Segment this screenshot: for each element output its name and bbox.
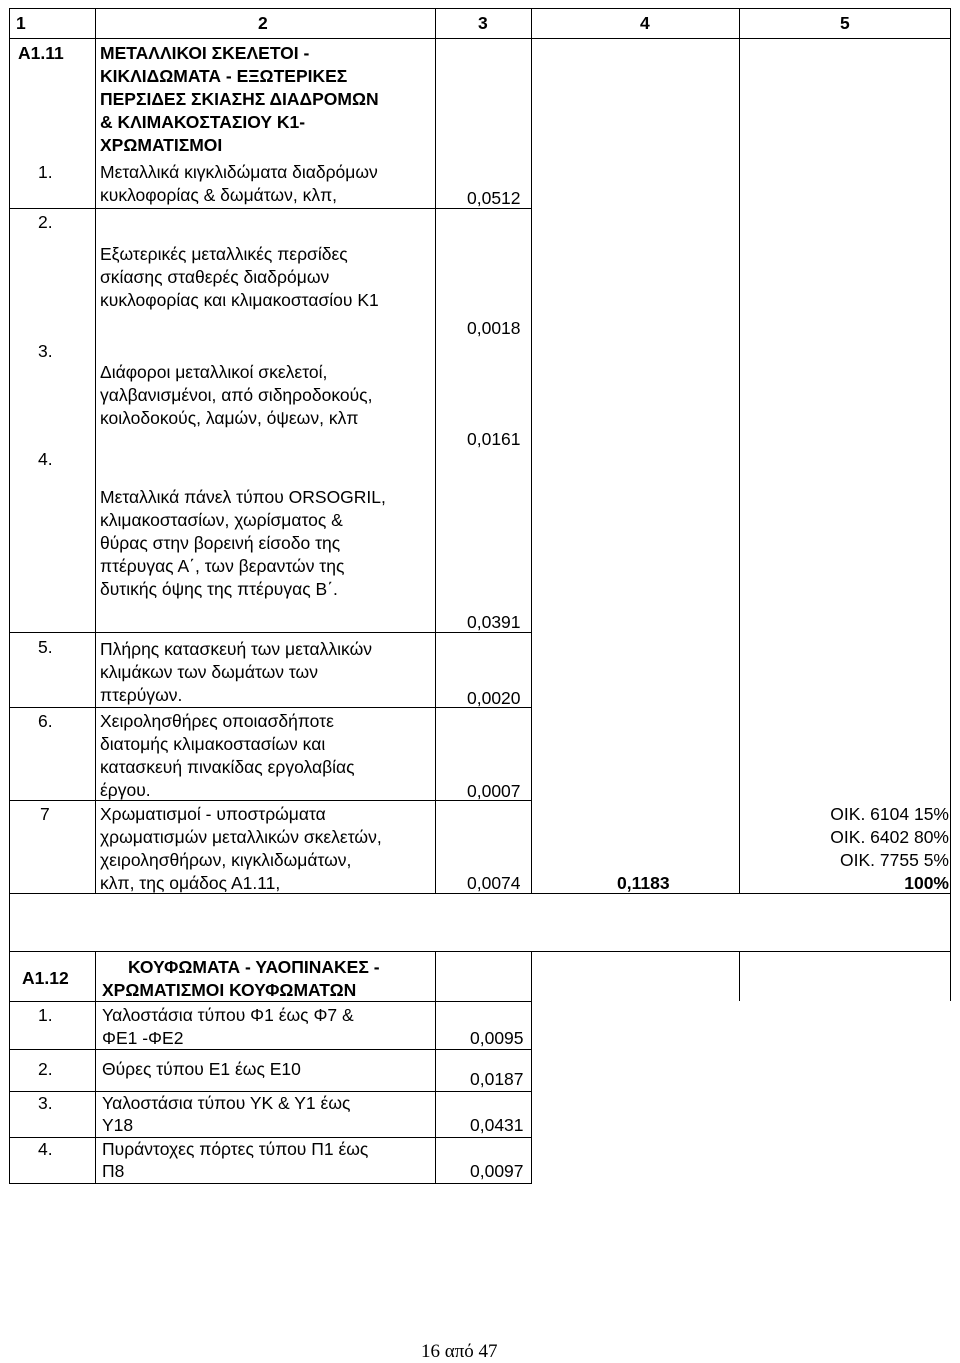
section-code: A1.12 (22, 968, 69, 988)
item-description-line: κυκλοφορίας και κλιμακοστασίου Κ1 (100, 290, 379, 310)
rule-row4-top (9, 632, 531, 633)
rule-empty-bottom (9, 951, 951, 952)
rule-s2-row1 (9, 1049, 531, 1050)
item-number: 7 (40, 804, 50, 824)
item-description-line: κλιμακοστασίων, χωρίσματος & (100, 510, 343, 530)
item-description-line: σκίασης σταθερές διαδρόμων (100, 267, 330, 287)
item-description-line: χρωματισμών μεταλλικών σκελετών, (100, 827, 382, 847)
item-description-line: κλιμάκων των δωμάτων των (100, 662, 318, 682)
section-title-line: ΧΡΩΜΑΤΙΣΜΟΙ (100, 135, 223, 155)
header-col-5: 5 (840, 13, 850, 33)
item-number: 3. (38, 341, 53, 361)
item-description-line: Π8 (102, 1161, 125, 1181)
item-number: 4. (38, 449, 53, 469)
page-number: 16 από 47 (421, 1341, 498, 1362)
item-description-line: πτερύγων. (100, 685, 183, 705)
item-number: 2. (38, 212, 53, 232)
item-weight: 0,0187 (470, 1069, 524, 1089)
section-total: 0,1183 (617, 873, 670, 893)
rule-col4 (531, 8, 532, 894)
item-description-line: Διάφοροι μεταλλικοί σκελετοί, (100, 362, 328, 382)
item-weight: 0,0391 (467, 612, 521, 632)
item-description-line: Πλήρης κατασκευή των μεταλλικών (100, 639, 373, 659)
item-description-line: Υαλοστάσια τύπου ΥΚ & Υ1 έως (102, 1093, 351, 1113)
rule-col5 (739, 8, 740, 894)
section-title-line: ΧΡΩΜΑΤΙΣΜΟΙ ΚΟΥΦΩΜΑΤΩΝ (102, 980, 357, 1000)
item-description-line: πτέρυγας Α΄, των βεραντών της (100, 556, 345, 576)
item-description-line: δυτικής όψης της πτέρυγας Β΄. (100, 579, 338, 599)
item-description-line: ΦΕ1 -ΦΕ2 (102, 1028, 184, 1048)
item-weight: 0,0512 (467, 188, 521, 208)
item-description-line: Χρωματισμοί - υποστρώματα (100, 804, 326, 824)
item-weight: 0,0018 (467, 318, 521, 338)
section-code: A1.11 (18, 43, 64, 63)
rule-col4-s2 (531, 951, 532, 1184)
item-description-line: κλπ, της ομάδος Α1.11, (100, 873, 281, 893)
item-number: 6. (38, 711, 53, 731)
item-weight: 0,0097 (470, 1161, 524, 1181)
item-description-line: Μεταλλικά κιγκλιδώματα διαδρόμων (100, 162, 378, 182)
section-title-line: ΚΙΚΛΙΔΩΜΑΤΑ - ΕΞΩΤΕΡΙΚΕΣ (100, 66, 348, 86)
item-number: 1. (38, 1005, 53, 1025)
item-description-line: διατομής κλιμακοστασίων και (100, 734, 326, 754)
distribution-line: ΟΙΚ. 6402 80% (830, 827, 949, 847)
item-number: 5. (38, 637, 53, 657)
item-description-line: Εξωτερικές μεταλλικές περσίδες (100, 244, 348, 264)
rule-s2-bottom (9, 1183, 531, 1184)
header-col-2: 2 (258, 13, 268, 33)
item-description-line: Υαλοστάσια τύπου Φ1 έως Φ7 & (102, 1005, 354, 1025)
item-description-line: κυκλοφορίας & δωμάτων, κλπ, (100, 185, 338, 205)
rule-col2 (95, 8, 96, 894)
item-weight: 0,0095 (470, 1028, 524, 1048)
item-description-line: έργου. (100, 780, 151, 800)
item-description-line: γαλβανισμένοι, από σιδηροδοκούς, (100, 385, 373, 405)
section-title-line: ΚΟΥΦΩΜΑΤΑ - ΥΑΟΠΙΝΑΚΕΣ - (128, 957, 380, 977)
rule-header (9, 38, 951, 39)
rule-col3 (435, 8, 436, 894)
header-col-4: 4 (640, 13, 650, 33)
item-number: 3. (38, 1093, 53, 1113)
distribution-line: ΟΙΚ. 7755 5% (840, 850, 949, 870)
item-weight: 0,0431 (470, 1115, 524, 1135)
header-col-3: 3 (478, 13, 488, 33)
header-col-1: 1 (16, 13, 26, 33)
item-description-line: κοιλοδοκούς, λαμών, όψεων, κλπ (100, 408, 359, 428)
item-description-line: Πυράντοχες πόρτες τύπου Π1 έως (102, 1139, 369, 1159)
item-weight: 0,0007 (467, 781, 521, 801)
rule-col2-s2 (95, 951, 96, 1184)
item-description-line: κατασκευή πινακίδας εργολαβίας (100, 757, 355, 777)
distribution-total: 100% (904, 873, 949, 893)
distribution-line: ΟΙΚ. 6104 15% (830, 804, 949, 824)
item-description-line: Χειρολησθήρες οποιασδήποτε (100, 711, 334, 731)
item-number: 1. (38, 162, 53, 182)
rule-row1 (9, 208, 531, 209)
item-weight: 0,0161 (467, 429, 521, 449)
item-description-line: θύρας στην βορεινή είσοδο της (100, 533, 341, 553)
item-weight: 0,0074 (467, 873, 521, 893)
item-description-line: Θύρες τύπου Ε1 έως Ε10 (102, 1059, 301, 1079)
item-number: 4. (38, 1139, 53, 1159)
rule-row5 (9, 707, 531, 708)
rule-col3-s2 (435, 951, 436, 1184)
item-description-line: Υ18 (102, 1115, 134, 1135)
rule-row6 (9, 800, 531, 801)
rule-top (9, 8, 951, 9)
rule-left (9, 8, 10, 1184)
rule-right (950, 8, 951, 1001)
item-description-line: Μεταλλικά πάνελ τύπου ORSOGRIL, (100, 487, 386, 507)
section-title-line: & ΚΛΙΜΑΚΟΣΤΑΣΙΟΥ Κ1- (100, 112, 306, 132)
section-title-line: ΜΕΤΑΛΛΙΚΟΙ ΣΚΕΛΕΤΟΙ - (100, 43, 310, 63)
item-description-line: χειρολησθήρων, κιγκλιδωμάτων, (100, 850, 352, 870)
item-weight: 0,0020 (467, 688, 521, 708)
item-number: 2. (38, 1059, 53, 1079)
section-title-line: ΠΕΡΣΙΔΕΣ ΣΚΙΑΣΗΣ ΔΙΑΔΡΟΜΩΝ (100, 89, 379, 109)
rule-col5-s2 (739, 951, 740, 1001)
